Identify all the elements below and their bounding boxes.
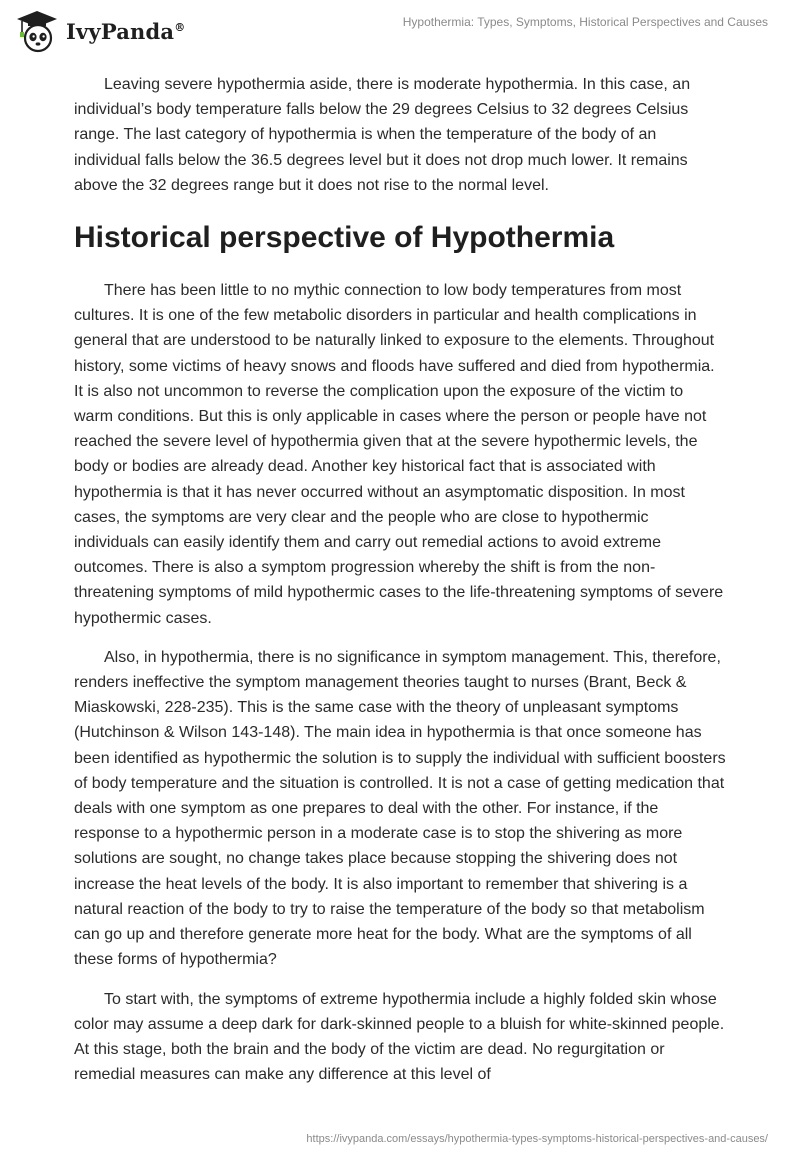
ivypanda-logo[interactable] [14,8,185,54]
section-heading: Historical perspective of Hypothermia [74,221,615,255]
source-url[interactable]: https://ivypanda.com/essays/hypothermia-types-symptoms-historical-perspectives-and-causes/ [306,1133,768,1145]
essay-content [74,72,726,1101]
paragraph: To start with, the symptoms of extreme hypothermia include a highly folded skin whose color may assume a deep dark for dark-skinned people to a bluish for white-skinned people. At this stage, both the brain and the body of the victim are dead. No regurgitation or remedial measures can make any difference at this level of [74,990,725,1084]
intro-paragraph: Leaving severe hypothermia aside, there is moderate hypothermia. In this case, an individual’s body temperature falls below the 29 degrees Celsius to 32 degrees Celsius range. The last category of hypothermia is when the temperature of the body of an individual falls below the 36.5 degrees level but it does not drop much lower. It remains above the 32 degrees range but it does not rise to the normal level. [74,76,691,194]
document-title: Hypothermia: Types, Symptoms, Historical Perspectives and Causes [402,15,768,29]
paragraph: Also, in hypothermia, there is no significance in symptom management. This, therefore, renders ineffective the symptom management theories taught to nurses (Brant, Beck & Miaskowski, 228-235). This is the same case with the theory of unpleasant symptoms (Hutchinson & Wilson 143-148). The main idea in hypothermia is that once someone has been identified as hypothermic the solution is to supply the individual with sufficient boosters of body temperature and the situation is controlled. It is not a case of getting medication that deals with one symptom as one prepares to deal with the other. For instance, if the response to a hypothermic person in a moderate case is to stop the shivering as more solutions are sought, no change takes place because stopping the shivering does not increase the heat levels of the body. It is also important to remember that shivering is a natural reaction of the body to try to raise the temperature of the body so that metabolism can go up and therefore generate more heat for the body. What are the symptoms of all these forms of hypothermia? [74,648,726,969]
page-header [0,0,800,60]
panda-graduate-icon [14,8,60,54]
paragraph: There has been little to no mythic connection to low body temperatures from most cultures. It is one of the few metabolic disorders in particular and health complications in general that are understood to be naturally linked to exposure to the elements. Throughout history, some victims of heavy snows and floods have suffered and died from hypothermia. It is also not uncommon to reverse the complication upon the exposure of the victim to warm conditions. But this is only applicable in cases where the person or people have not reached the severe level of hypothermia given that at the severe hypothermic levels, the body or bodies are already dead. Another key historical fact that is associated with hypothermia is that it has never occurred without an asymptomatic disposition. In most cases, the symptoms are very clear and the people who are close to hypothermic individuals can easily identify them and carry out remedial actions to avoid extreme outcomes. There is also a symptom progression whereby the shift is from the non-threatening symptoms of mild hypothermic cases to the life-threatening symptoms of severe hypothermic cases. [74,282,724,627]
brand-name: IvyPanda® [66,18,186,44]
